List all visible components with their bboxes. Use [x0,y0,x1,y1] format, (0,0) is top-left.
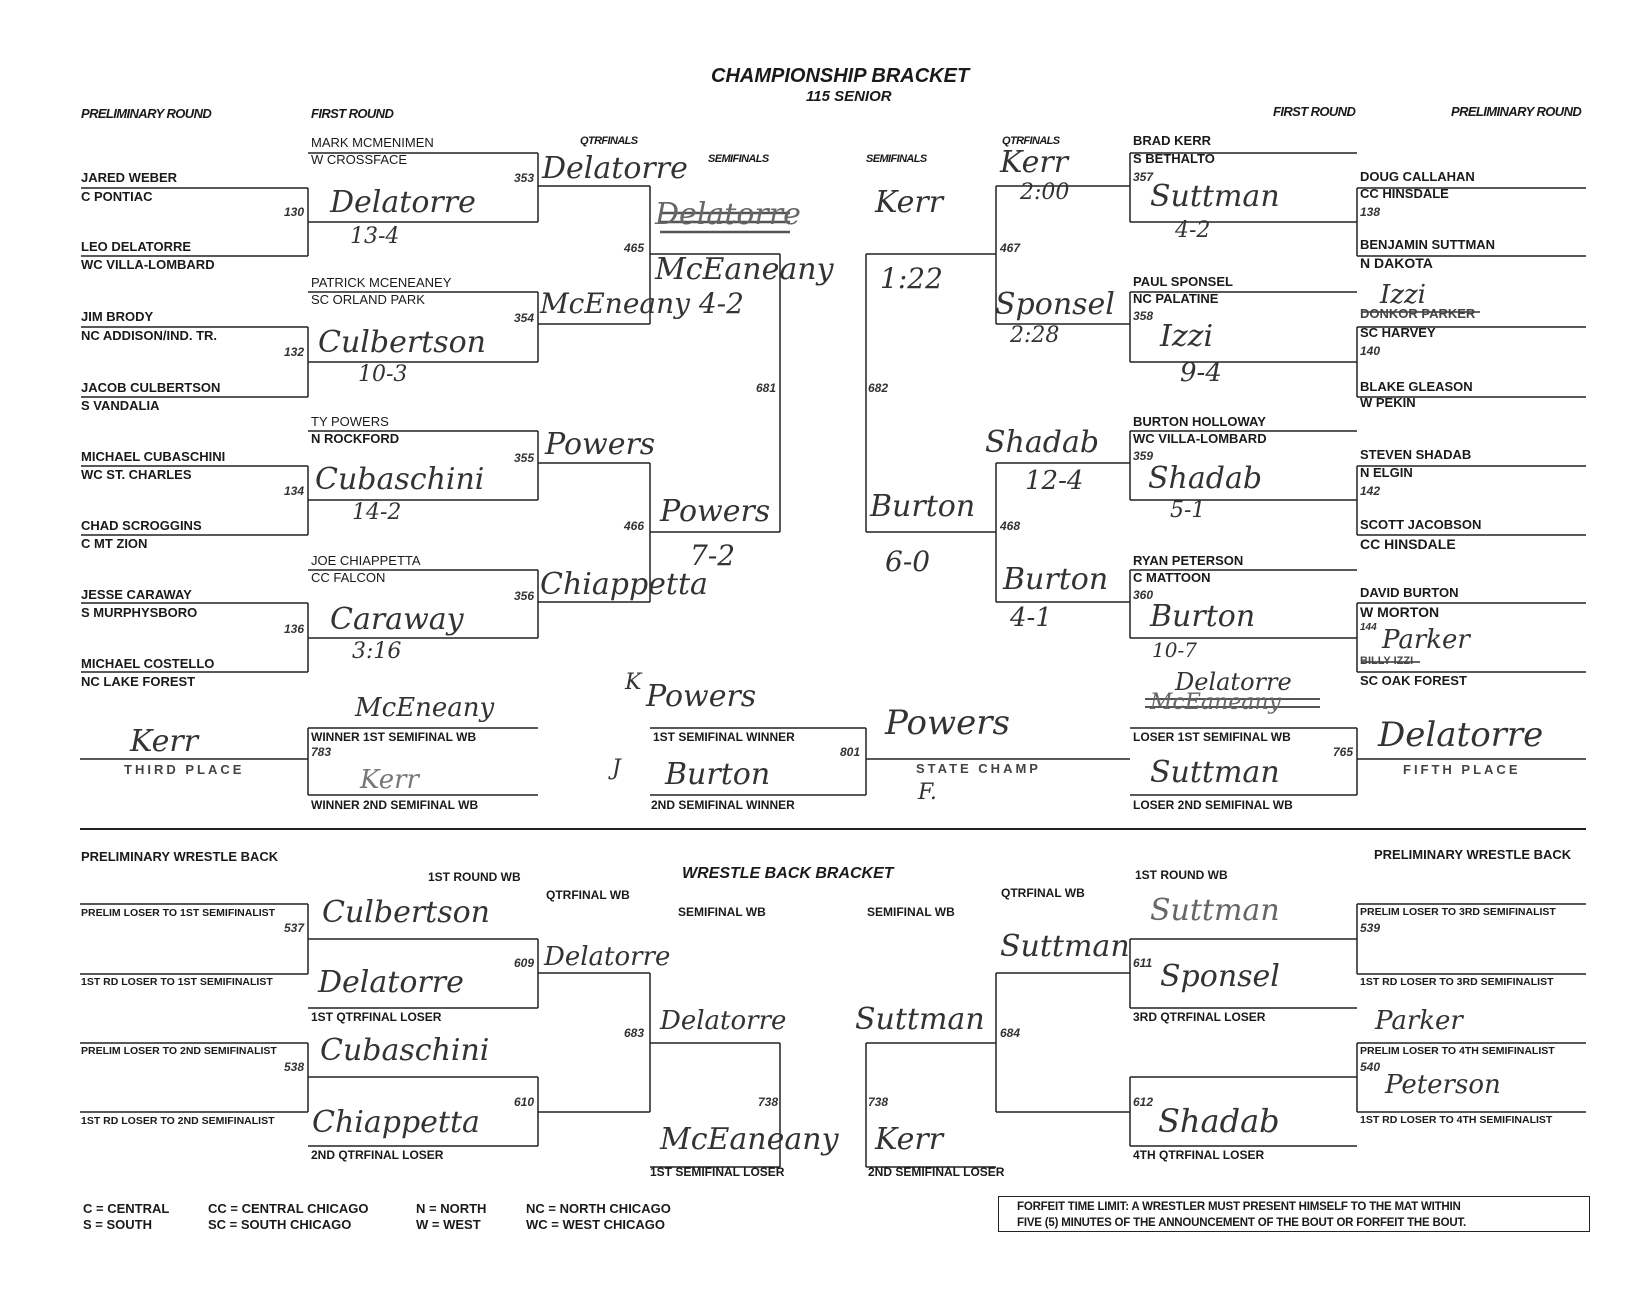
crossed-out-name: Delatorre [655,197,801,232]
wrestler-school: C MATTOON [1133,570,1211,585]
state-champion: Powers [885,703,1010,743]
handwritten-winner: Parker [1375,1006,1463,1036]
bout-number: 355 [514,451,535,465]
wrestler-name: PATRICK MCENEANEY [311,275,452,290]
handwritten-score: 14-2 [352,500,402,525]
bout-number: 144 [1360,622,1377,633]
slot-label: 4TH QTRFINAL LOSER [1133,1148,1265,1162]
handwritten-winner: Kerr [1000,145,1069,180]
wrestler-school: CC HINSDALE [1360,186,1449,201]
wb-round-label: 1ST ROUND WB [428,870,521,884]
handwritten-winner: Kerr [875,185,944,220]
wrestler-school: S BETHALTO [1133,151,1215,166]
handwritten-winner: Burton [665,757,771,792]
bout-number: 682 [868,381,889,395]
round-label-first-left: FIRST ROUND [311,106,394,121]
handwritten-winner: Suttman [1150,755,1280,790]
bout-number: 134 [284,484,305,498]
wrestler-school: SC ORLAND PARK [311,292,425,307]
handwritten-winner: Shadab [1148,461,1263,496]
wrestler-school: C MT ZION [81,536,148,551]
wrestler-name: RYAN PETERSON [1133,553,1244,568]
handwritten-score: 4-1 [1010,603,1052,633]
wrestler-school: W CROSSFACE [311,152,408,167]
bout-number: 465 [624,241,645,255]
round-label-first-right: FIRST ROUND [1273,104,1356,119]
legend-item: CC = CENTRAL CHICAGO [208,1201,369,1216]
wb-slot-label: 1ST RD LOSER TO 3RD SEMIFINALIST [1360,976,1554,988]
slot-label: LOSER 2ND SEMIFINAL WB [1133,798,1293,812]
wrestler-name: BILLY IZZI [1360,655,1414,667]
handwritten-winner: McEaneany [660,1122,839,1157]
wrestler-school: WC VILLA-LOMBARD [81,257,215,272]
handwritten-winner: Delatorre [544,942,671,972]
bout-number: 539 [1360,921,1381,935]
wrestler-school: C PONTIAC [81,189,153,204]
wrestler-name: BENJAMIN SUTTMAN [1360,237,1496,252]
wrestler-school: N ELGIN [1360,465,1413,480]
round-label-prelim-right: PRELIMINARY ROUND [1451,104,1582,119]
handwritten-score: 1:22 [880,262,943,295]
handwritten-mark: K [625,670,642,695]
third-place-winner: Kerr [130,724,199,759]
handwritten-winner: Parker [1382,625,1470,655]
wrestler-name: CHAD SCROGGINS [81,518,202,533]
wrestler-name: BRAD KERR [1133,133,1211,148]
page-title: CHAMPIONSHIP BRACKET [711,65,970,87]
wb-round-label: QTRFINAL WB [1001,886,1085,900]
handwritten-score: 2:00 [1020,180,1070,205]
bout-number: 136 [284,622,305,636]
bout-number: 610 [514,1095,535,1109]
forfeit-line: FIVE (5) MINUTES OF THE ANNOUNCEMENT OF THE BOUT OR FORFEIT THE BOUT. [1017,1217,1466,1229]
handwritten-winner: McEneany 4-2 [540,287,744,320]
wb-slot-label: PRELIM LOSER TO 1ST SEMIFINALIST [81,907,276,919]
bout-number: 466 [624,519,645,533]
handwritten-score: 2:28 [1010,323,1060,348]
bout-number: 360 [1133,588,1154,602]
handwritten-score: 6-0 [885,545,931,578]
handwritten-winner: Caraway [330,602,464,637]
handwritten-winner: Powers [545,427,656,462]
round-label-qtr-right: QTRFINALS [1002,135,1060,147]
handwritten-winner: Culbertson [322,895,491,930]
third-place-label: THIRD PLACE [124,762,245,777]
bout-number: 611 [1133,956,1153,970]
bout-number: 354 [514,311,535,325]
handwritten-winner: Kerr [875,1122,944,1157]
wrestler-school: CC HINSDALE [1360,536,1456,552]
wb-round-label: SEMIFINAL WB [678,905,766,919]
slot-label: 2ND QTRFINAL LOSER [311,1148,444,1162]
handwritten-winner: Burton [1003,562,1109,597]
wrestler-school: CC FALCON [311,570,386,585]
handwritten-score: 13-4 [350,224,400,249]
handwritten-winner: Peterson [1385,1070,1501,1100]
fifth-place-winner: Delatorre [1378,715,1544,755]
bout-number: 537 [284,921,305,935]
wb-slot-label: 1ST RD LOSER TO 2ND SEMIFINALIST [81,1115,275,1127]
wb-round-label: QTRFINAL WB [546,888,630,902]
crossed-out-name: McEaneany [1150,690,1281,715]
handwritten-winner: McEaneany [655,252,834,287]
handwritten-winner: Sponsel [995,287,1115,322]
wrestler-school: SC OAK FOREST [1360,673,1467,688]
handwritten-score: 3:16 [352,639,402,664]
handwritten-winner: Powers [660,494,771,529]
handwritten-winner: Suttman [855,1002,985,1037]
forfeit-notice [998,1196,1590,1232]
round-label-semi-right: SEMIFINALS [866,153,927,165]
wrestler-name: SCOTT JACOBSON [1360,517,1482,532]
bout-number: 467 [1000,241,1021,255]
slot-label: 1ST SEMIFINAL LOSER [650,1165,785,1179]
slot-label: 1ST QTRFINAL LOSER [311,1010,442,1024]
bout-number: 540 [1360,1060,1381,1074]
wrestler-school: N ROCKFORD [311,431,400,446]
handwritten-winner: Chiappetta [540,567,708,602]
legend-item: NC = NORTH CHICAGO [526,1201,671,1216]
bout-number: 765 [1333,745,1354,759]
wrestler-name: BURTON HOLLOWAY [1133,414,1266,429]
wrestler-school: SC HARVEY [1360,325,1436,340]
fifth-place-label: FIFTH PLACE [1403,762,1521,777]
slot-label: 1ST SEMIFINAL WINNER [653,730,795,744]
handwritten-winner: Burton [870,489,976,524]
wrestler-school: WC ST. CHARLES [81,467,192,482]
round-label-qtr-left: QTRFINALS [580,135,638,147]
legend-item: W = WEST [416,1217,481,1232]
legend-item: WC = WEST CHICAGO [526,1217,666,1232]
bout-number: 609 [514,956,535,970]
handwritten-winner: Powers [646,679,757,714]
wrestler-name: LEO DELATORRE [81,239,192,254]
wrestler-name: DONKOR PARKER [1360,306,1476,321]
slot-label: LOSER 1ST SEMIFINAL WB [1133,730,1291,744]
wrestler-name: MARK MCMENIMEN [311,135,434,150]
bout-number: 538 [284,1060,305,1074]
handwritten-winner: Izzi [1160,319,1214,354]
state-champ-label: STATE CHAMP [916,761,1041,776]
handwritten-winner: Cubaschini [320,1033,490,1068]
bout-number: 783 [311,745,332,759]
handwritten-score: 10-3 [358,362,408,387]
bout-number: 138 [1360,205,1381,219]
bout-number: 468 [1000,519,1021,533]
bout-number: 358 [1133,309,1154,323]
legend-item: S = SOUTH [83,1217,152,1232]
bout-number: 801 [840,745,861,759]
handwritten-winner: Suttman [1150,893,1280,928]
wrestler-school: S VANDALIA [81,398,160,413]
slot-label: 3RD QTRFINAL LOSER [1133,1010,1266,1024]
handwritten-winner: Kerr [360,765,419,795]
handwritten-score: 5-1 [1170,498,1206,523]
handwritten-winner: Delatorre [1175,668,1292,696]
wrestler-school: WC VILLA-LOMBARD [1133,431,1267,446]
wrestler-name: JACOB CULBERTSON [81,380,221,395]
wrestler-name: JOE CHIAPPETTA [311,553,421,568]
bout-number: 612 [1133,1095,1154,1109]
handwritten-winner: Delatorre [330,185,476,220]
handwritten-score: 10-7 [1152,638,1197,662]
wrestler-name: PAUL SPONSEL [1133,274,1233,289]
weight-class: 115 SENIOR [806,88,892,105]
wrestler-name: JARED WEBER [81,170,178,185]
wb-prelim-label-left: PRELIMINARY WRESTLE BACK [81,849,279,864]
handwritten-winner: Culbertson [318,325,487,360]
handwritten-score: 4-2 [1175,218,1211,243]
bout-number: 738 [758,1095,779,1109]
round-label-semi-left: SEMIFINALS [708,153,769,165]
bout-number: 681 [756,381,777,395]
handwritten-score: 12-4 [1025,466,1084,496]
handwritten-winner: Suttman [1000,929,1130,964]
wrestler-name: STEVEN SHADAB [1360,447,1472,462]
bout-number: 130 [284,205,305,219]
wrestler-name: DOUG CALLAHAN [1360,169,1475,184]
wrestler-name: JESSE CARAWAY [81,587,192,602]
wb-slot-label: 1ST RD LOSER TO 1ST SEMIFINALIST [81,976,273,988]
bout-number: 132 [284,345,305,359]
handwritten-winner: Chiappetta [312,1105,480,1140]
bout-number: 683 [624,1026,645,1040]
wrestler-name: DAVID BURTON [1360,585,1459,600]
bout-number: 357 [1133,170,1154,184]
wb-round-label: 1ST ROUND WB [1135,868,1228,882]
wrestler-school: W PEKIN [1360,395,1416,410]
wb-slot-label: PRELIM LOSER TO 4TH SEMIFINALIST [1360,1045,1555,1057]
handwritten-mark: J [612,756,621,781]
bout-number: 684 [1000,1026,1021,1040]
slot-label: 2ND SEMIFINAL WINNER [651,798,795,812]
wb-prelim-label-right: PRELIMINARY WRESTLE BACK [1374,847,1572,862]
wrestler-school: NC ADDISON/IND. TR. [81,328,218,343]
handwritten-winner: Delatorre [542,151,688,186]
wrestler-school: N DAKOTA [1360,255,1433,271]
handwritten-score: 7-2 [690,539,736,572]
bout-number: 353 [514,171,535,185]
wrestler-school: NC LAKE FOREST [81,674,196,689]
wb-round-label: SEMIFINAL WB [867,905,955,919]
wb-slot-label: PRELIM LOSER TO 2ND SEMIFINALIST [81,1045,277,1057]
handwritten-mark: F. [918,780,937,805]
handwritten-winner: Delatorre [318,965,464,1000]
wrestler-name: JIM BRODY [81,309,154,324]
handwritten-winner: Burton [1150,599,1256,634]
handwritten-score: 9-4 [1180,358,1222,388]
handwritten-winner: Shadab [1158,1102,1280,1140]
legend-item: N = NORTH [416,1201,487,1216]
wrestler-name: MICHAEL CUBASCHINI [81,449,226,464]
slot-label: 2ND SEMIFINAL LOSER [868,1165,1005,1179]
wrestler-name: MICHAEL COSTELLO [81,656,215,671]
legend-item: C = CENTRAL [83,1201,170,1216]
wb-slot-label: PRELIM LOSER TO 3RD SEMIFINALIST [1360,906,1556,918]
slot-label: WINNER 2ND SEMIFINAL WB [311,798,479,812]
handwritten-winner: Sponsel [1160,959,1280,994]
slot-label: WINNER 1ST SEMIFINAL WB [311,730,477,744]
round-label-prelim-left: PRELIMINARY ROUND [81,106,212,121]
wb-slot-label: 1ST RD LOSER TO 4TH SEMIFINALIST [1360,1114,1553,1126]
handwritten-winner: Shadab [985,425,1100,460]
bout-number: 140 [1360,344,1381,358]
handwritten-winner: Suttman [1150,179,1280,214]
legend-item: SC = SOUTH CHICAGO [208,1217,352,1232]
wrestler-school: NC PALATINE [1133,291,1219,306]
wrestler-name: BLAKE GLEASON [1360,379,1473,394]
wrestler-school: S MURPHYSBORO [81,605,198,620]
handwritten-winner: Izzi [1380,280,1426,310]
wrestler-school: W MORTON [1360,604,1440,620]
handwritten-winner: McEneany [355,693,495,723]
bout-number: 356 [514,589,535,603]
wrestler-name: TY POWERS [311,414,389,429]
wb-title: WRESTLE BACK BRACKET [682,865,894,882]
handwritten-winner: Delatorre [660,1006,787,1036]
forfeit-line: FORFEIT TIME LIMIT: A WRESTLER MUST PRESENT HIMSELF TO THE MAT WITHIN [1017,1201,1461,1213]
bout-number: 359 [1133,449,1154,463]
bout-number: 142 [1360,484,1381,498]
bout-number: 738 [868,1095,889,1109]
handwritten-winner: Cubaschini [315,462,485,497]
